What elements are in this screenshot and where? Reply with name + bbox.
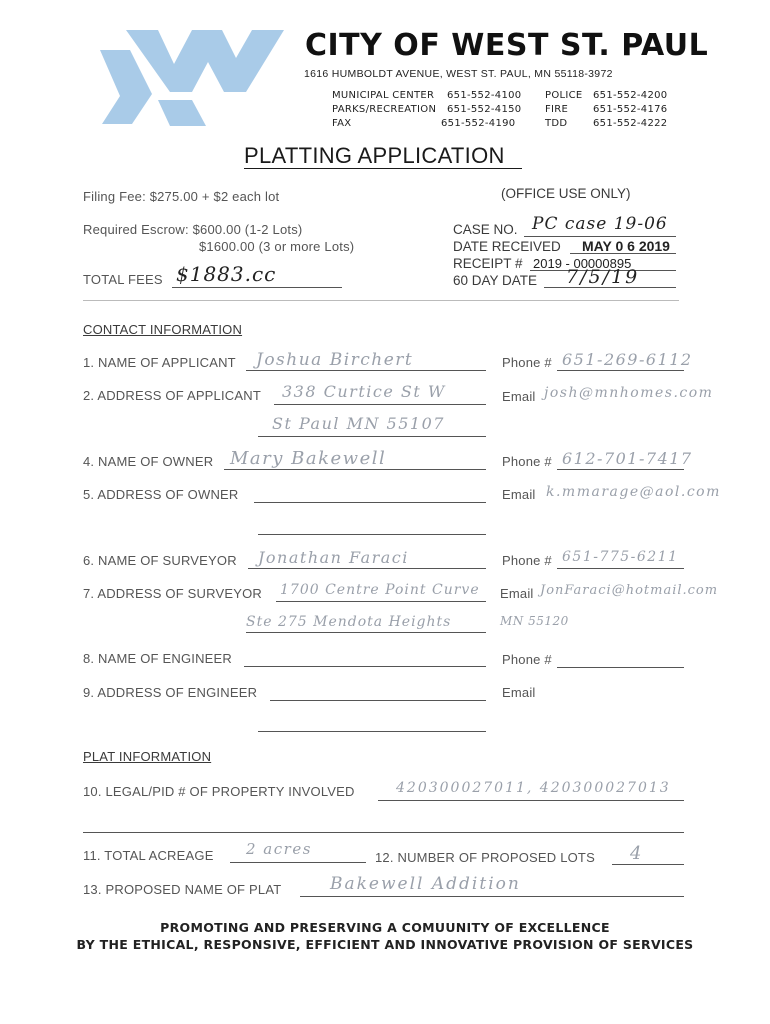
engineer-address-line-2[interactable] — [258, 731, 486, 732]
legal-pid-label: 10. LEGAL/PID # OF PROPERTY INVOLVED — [83, 784, 355, 799]
surveyor-name-label: 6. NAME OF SURVEYOR — [83, 553, 237, 568]
surveyor-address-label: 7. ADDRESS OF SURVEYOR — [83, 586, 262, 601]
engineer-email-label: Email — [502, 685, 536, 700]
surveyor-email-value[interactable]: JonFaraci@hotmail.com — [540, 583, 719, 598]
escrow-line-1: Required Escrow: $600.00 (1-2 Lots) — [83, 222, 303, 237]
contact-fax-phone: 651-552-4190 — [441, 118, 516, 129]
surveyor-name-value[interactable]: Jonathan Faraci — [258, 548, 409, 567]
contact-fire-phone: 651-552-4176 — [593, 104, 668, 115]
engineer-name-line[interactable] — [244, 666, 486, 667]
applicant-address-value-1[interactable]: 338 Curtice St W — [282, 382, 446, 401]
owner-address-line-2 — [258, 534, 486, 535]
applicant-address-line — [274, 404, 486, 405]
contact-municipal-label: MUNICIPAL CENTER — [332, 90, 435, 101]
case-no-line — [524, 236, 676, 237]
surveyor-address-line-2 — [246, 632, 486, 633]
title-underline — [244, 168, 522, 169]
owner-name-label: 4. NAME OF OWNER — [83, 454, 214, 469]
legal-pid-value[interactable]: 420300027011, 420300027013 — [396, 780, 671, 796]
contact-fax-label: FAX — [332, 118, 352, 129]
contact-municipal-phone: 651-552-4100 — [447, 90, 522, 101]
proposed-lots-label: 12. NUMBER OF PROPOSED LOTS — [375, 850, 595, 865]
date-received-value[interactable]: MAY 0 6 2019 — [582, 238, 670, 254]
plat-name-value[interactable]: Bakewell Addition — [330, 874, 521, 894]
owner-address-line — [254, 502, 486, 503]
total-fees-value[interactable]: $1883.cc — [176, 262, 277, 286]
section-divider — [83, 300, 679, 301]
applicant-phone-line — [557, 370, 684, 371]
applicant-address-label: 2. ADDRESS OF APPLICANT — [83, 388, 261, 403]
sixty-day-value[interactable]: 7/5/19 — [566, 266, 640, 288]
applicant-address-value-2[interactable]: St Paul MN 55107 — [272, 414, 445, 433]
proposed-lots-value[interactable]: 4 — [630, 843, 643, 864]
date-received-label: DATE RECEIVED — [453, 239, 561, 254]
sixty-day-label: 60 DAY DATE — [453, 273, 538, 288]
contact-parks-phone: 651-552-4150 — [447, 104, 522, 115]
surveyor-address-value-2[interactable]: Ste 275 Mendota Heights — [246, 614, 452, 630]
filing-fee-text: Filing Fee: $275.00 + $2 each lot — [83, 189, 280, 204]
receipt-label: RECEIPT # — [453, 256, 523, 271]
surveyor-phone-line — [557, 568, 684, 569]
case-no-label: CASE NO. — [453, 222, 518, 237]
legal-pid-line — [378, 800, 684, 801]
owner-address-label: 5. ADDRESS OF OWNER — [83, 487, 239, 502]
office-use-heading: (OFFICE USE ONLY) — [501, 186, 631, 201]
total-acreage-label: 11. TOTAL ACREAGE — [83, 848, 214, 863]
surveyor-address-value-1[interactable]: 1700 Centre Point Curve — [280, 582, 480, 598]
surveyor-phone-value[interactable]: 651-775-6211 — [562, 549, 679, 565]
owner-phone-label: Phone # — [502, 454, 552, 469]
surveyor-email-label: Email — [500, 586, 534, 601]
city-address: 1616 HUMBOLDT AVENUE, WEST ST. PAUL, MN 55118-3972 — [304, 68, 613, 80]
owner-phone-line — [557, 469, 684, 470]
city-name: CITY OF WEST ST. PAUL — [305, 28, 709, 63]
surveyor-phone-label: Phone # — [502, 553, 552, 568]
plat-name-line — [300, 896, 684, 897]
contact-fire-label: FIRE — [545, 104, 569, 115]
contact-tdd-phone: 651-552-4222 — [593, 118, 668, 129]
owner-email-value[interactable]: k.mmarage@aol.com — [546, 484, 721, 500]
applicant-name-label: 1. NAME OF APPLICANT — [83, 355, 236, 370]
contact-police-phone: 651-552-4200 — [593, 90, 668, 101]
owner-phone-value[interactable]: 612-701-7417 — [562, 449, 693, 468]
engineer-phone-label: Phone # — [502, 652, 552, 667]
contact-info-heading: CONTACT INFORMATION — [83, 322, 243, 337]
case-no-value[interactable]: PC case 19-06 — [532, 214, 668, 234]
legal-pid-line-2 — [83, 832, 684, 833]
surveyor-address-line — [276, 601, 486, 602]
total-fees-line — [172, 287, 342, 288]
escrow-line-2: $1600.00 (3 or more Lots) — [199, 239, 355, 254]
applicant-email-value[interactable]: josh@mnhomes.com — [544, 385, 714, 401]
owner-email-label: Email — [502, 487, 536, 502]
applicant-email-label: Email — [502, 389, 536, 404]
footer-line-1: PROMOTING AND PRESERVING A COMUUNITY OF EXCELLENCE — [160, 920, 610, 935]
total-fees-label: TOTAL FEES — [83, 272, 163, 287]
owner-name-line — [224, 469, 486, 470]
contact-parks-label: PARKS/RECREATION — [332, 104, 437, 115]
applicant-name-line — [246, 370, 486, 371]
surveyor-name-line — [248, 568, 486, 569]
contact-police-label: POLICE — [545, 90, 583, 101]
form-title: PLATTING APPLICATION — [244, 143, 505, 168]
engineer-phone-line[interactable] — [557, 667, 684, 668]
surveyor-address-value-3[interactable]: MN 55120 — [500, 614, 569, 628]
receipt-value[interactable]: 2019 - 00000895 — [533, 256, 632, 271]
plat-info-heading: PLAT INFORMATION — [83, 749, 212, 764]
engineer-address-line[interactable] — [270, 700, 486, 701]
footer-line-2: BY THE ETHICAL, RESPONSIVE, EFFICIENT AND INNOVATIVE PROVISION OF SERVICES — [76, 937, 694, 952]
engineer-name-label: 8. NAME OF ENGINEER — [83, 651, 232, 666]
applicant-name-value[interactable]: Joshua Birchert — [256, 350, 414, 370]
applicant-address-line-2 — [258, 436, 486, 437]
total-acreage-value[interactable]: 2 acres — [246, 840, 312, 858]
proposed-lots-line — [612, 864, 684, 865]
city-logo-icon — [96, 22, 292, 132]
contact-tdd-label: TDD — [545, 118, 568, 129]
engineer-address-label: 9. ADDRESS OF ENGINEER — [83, 685, 258, 700]
total-acreage-line — [230, 862, 366, 863]
applicant-phone-value[interactable]: 651-269-6112 — [562, 350, 693, 369]
plat-name-label: 13. PROPOSED NAME OF PLAT — [83, 882, 282, 897]
owner-name-value[interactable]: Mary Bakewell — [230, 448, 387, 469]
applicant-phone-label: Phone # — [502, 355, 552, 370]
